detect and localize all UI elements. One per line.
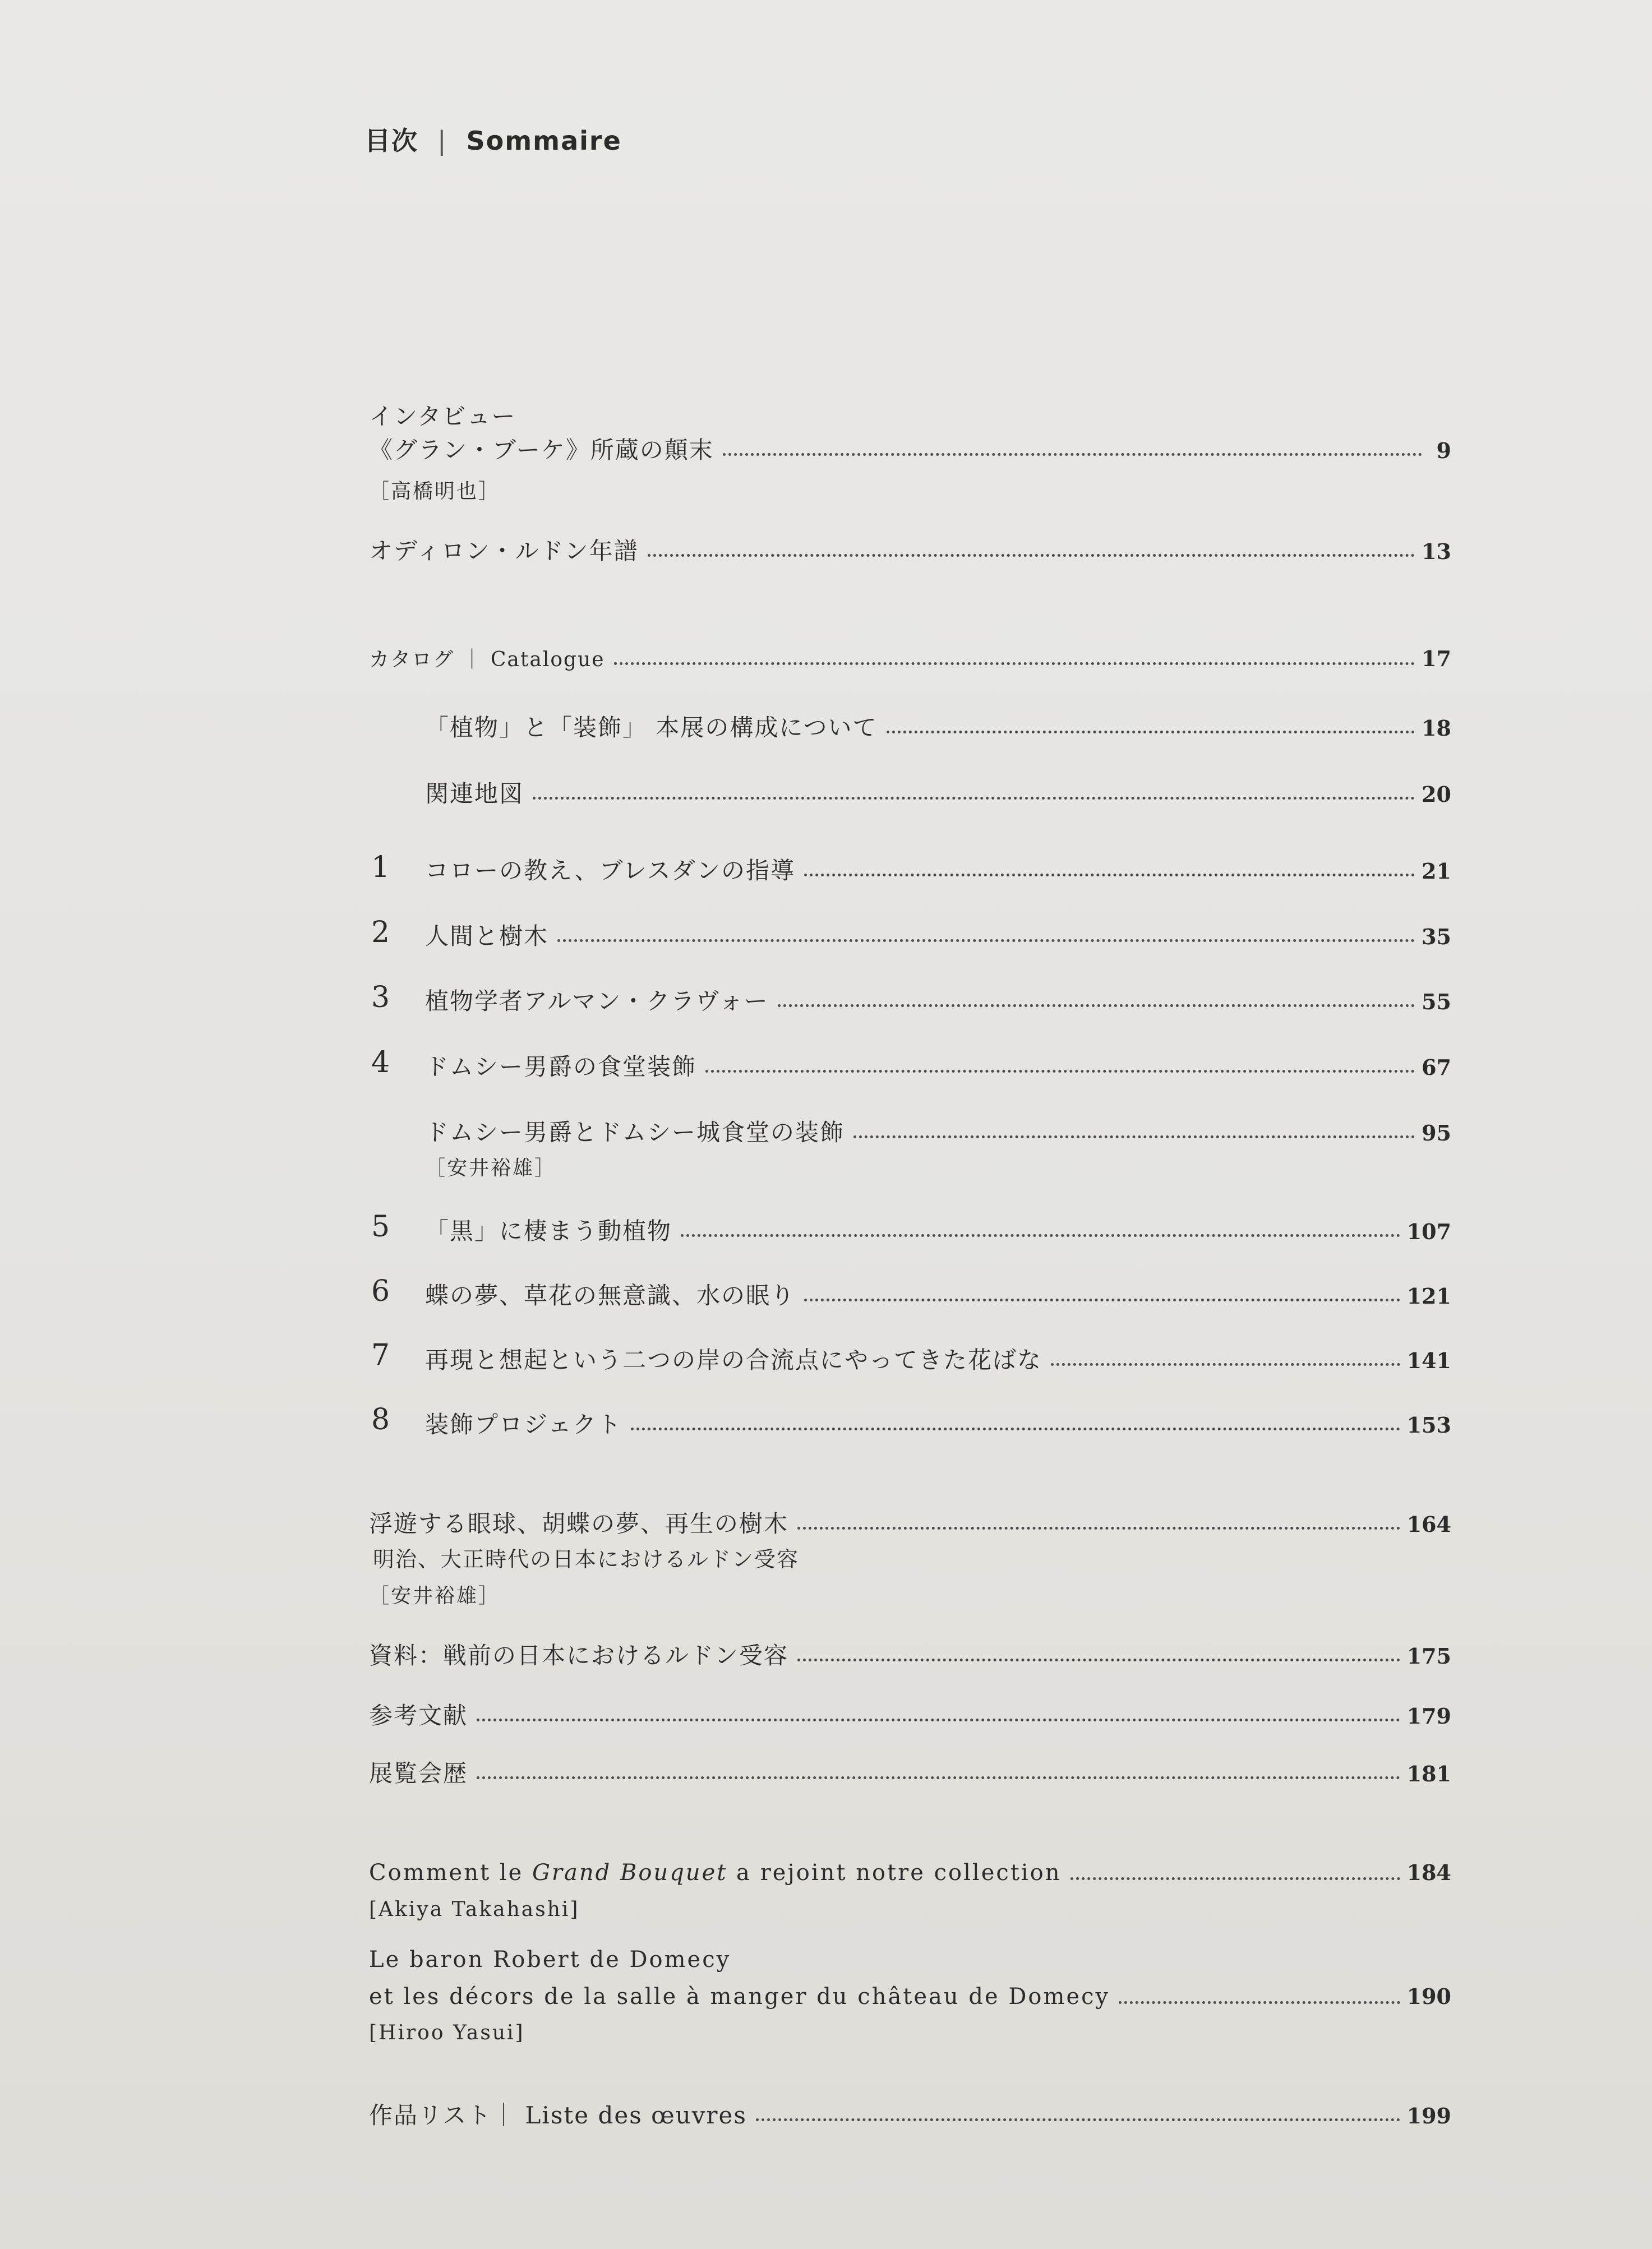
chapter-number: 6 <box>371 1274 390 1308</box>
dot-leader <box>631 1425 1400 1430</box>
chapter-number: 1 <box>371 851 390 884</box>
chapter-number: 8 <box>371 1403 390 1437</box>
dot-leader <box>477 1716 1400 1721</box>
entry-title: 展覧会歴 <box>369 1760 468 1787</box>
toc-entry-essay[interactable] <box>369 1506 1451 1539</box>
page-number: 184 <box>1406 1860 1451 1885</box>
title-part: a rejoint notre collection <box>727 1860 1062 1886</box>
dot-leader <box>778 1002 1415 1007</box>
page-number: 18 <box>1422 715 1451 741</box>
page-number: 181 <box>1406 1761 1451 1786</box>
page-number: 17 <box>1422 646 1451 671</box>
chapter-number: 7 <box>371 1338 390 1372</box>
title-separator: | <box>437 126 447 156</box>
chapter-4-essay-author: ［安井裕雄］ <box>425 1157 557 1180</box>
page-number: 20 <box>1422 782 1451 807</box>
dot-leader <box>1119 1999 1400 2004</box>
toc-entry-chapter-5[interactable] <box>425 1213 1451 1246</box>
dot-leader <box>705 1068 1415 1073</box>
page-number: 121 <box>1406 1283 1451 1309</box>
entry-title: 「植物」と「装飾」 本展の構成について <box>425 714 878 741</box>
entry-title: コローの教え、ブレスダンの指導 <box>425 857 796 884</box>
page-number: 190 <box>1406 1984 1451 2009</box>
dot-leader <box>797 1525 1400 1530</box>
entry-title: 資料：戦前の日本におけるルドン受容 <box>369 1642 789 1669</box>
entry-title: カタログ ｜ Catalogue <box>369 648 605 671</box>
interview-label: インタビュー <box>369 403 516 430</box>
toc-entry-chapter-3[interactable] <box>425 983 1451 1017</box>
toc-entry-chapter-7[interactable] <box>425 1342 1451 1375</box>
french1-author: [Akiya Takahashi] <box>369 1898 580 1921</box>
dot-leader <box>887 728 1415 733</box>
entry-title: 参考文献 <box>369 1702 468 1729</box>
dot-leader <box>804 1296 1400 1301</box>
page-number: 21 <box>1422 858 1451 884</box>
interview-author: ［高橋明也］ <box>369 480 501 503</box>
toc-entry-sources[interactable] <box>369 1637 1451 1671</box>
entry-title: 蝶の夢、草花の無意識、水の眠り <box>425 1282 796 1309</box>
dot-leader <box>477 1774 1400 1779</box>
toc-entry-chapter-4[interactable] <box>425 1049 1451 1082</box>
entry-title: 装飾プロジェクト <box>425 1411 622 1438</box>
chapter-number: 3 <box>371 981 390 1014</box>
page-number: 67 <box>1422 1055 1451 1080</box>
page-number: 55 <box>1422 989 1451 1014</box>
entry-title: ドムシー男爵とドムシー城食堂の装飾 <box>425 1119 845 1146</box>
page-title <box>364 121 622 158</box>
dot-leader <box>797 1656 1400 1661</box>
page-number: 175 <box>1406 1643 1451 1669</box>
entry-title: et les décors de la salle à manger du château de Domecy <box>369 1984 1110 2010</box>
french2-author: [Hiroo Yasui] <box>369 2021 525 2044</box>
entry-title: 「黒」に棲まう動植物 <box>425 1217 672 1245</box>
entry-title: ドムシー男爵の食堂装飾 <box>425 1053 697 1080</box>
page-number: 95 <box>1422 1120 1451 1146</box>
essay-author: ［安井裕雄］ <box>369 1585 501 1608</box>
french2-line1: Le baron Robert de Domecy <box>369 1947 731 1973</box>
dot-leader <box>533 795 1415 800</box>
page-number: 9 <box>1436 438 1451 463</box>
toc-entry-interview[interactable] <box>369 432 1451 465</box>
toc-entry-chapter-8[interactable] <box>425 1406 1451 1440</box>
dot-leader <box>1070 1875 1400 1880</box>
dot-leader <box>853 1133 1415 1138</box>
toc-entry-catalogue[interactable] <box>369 644 1451 672</box>
dot-leader <box>648 552 1415 557</box>
entry-title: オディロン・ルドン年譜 <box>369 537 639 565</box>
chapter-number: 5 <box>371 1210 390 1244</box>
dot-leader <box>723 451 1422 456</box>
page-number: 164 <box>1406 1512 1451 1537</box>
entry-title: 作品リスト｜ Liste des œuvres <box>369 2102 747 2129</box>
dot-leader <box>614 660 1415 665</box>
page-number: 199 <box>1406 2103 1451 2128</box>
page-number: 13 <box>1422 539 1451 564</box>
dot-leader <box>557 937 1415 942</box>
toc-entry-catalogue-intro[interactable] <box>425 709 1451 743</box>
entry-title: 植物学者アルマン・クラヴォー <box>425 987 769 1015</box>
title-italic: Grand Bouquet <box>532 1860 728 1886</box>
toc-entry-chapter-1[interactable] <box>425 852 1451 886</box>
entry-title: 《グラン・ブーケ》所蔵の顛末 <box>369 436 714 464</box>
entry-title: 人間と樹木 <box>425 922 549 950</box>
toc-entry-exhibitions[interactable] <box>369 1755 1451 1789</box>
entry-title <box>369 1860 1062 1886</box>
page-number: 107 <box>1406 1219 1451 1244</box>
toc-entry-map[interactable] <box>425 775 1451 809</box>
entry-title: 再現と想起という二つの岸の合流点にやってきた花ばな <box>425 1346 1042 1374</box>
essay-subtitle: 明治、大正時代の日本におけるルドン受容 <box>373 1547 800 1572</box>
title-jp: 目次 <box>364 126 418 156</box>
toc-entry-domecy[interactable] <box>369 1984 1451 2010</box>
entry-title: 関連地図 <box>425 780 524 807</box>
dot-leader <box>804 871 1415 876</box>
page-number: 179 <box>1406 1703 1451 1729</box>
toc-entry-grand-bouquet[interactable] <box>369 1860 1451 1886</box>
dot-leader <box>681 1232 1400 1237</box>
dot-leader <box>756 2116 1400 2121</box>
toc-entry-works-list[interactable] <box>369 2097 1451 2131</box>
toc-entry-chapter-2[interactable] <box>425 918 1451 952</box>
page-number: 153 <box>1406 1412 1451 1438</box>
toc-entry-chronology[interactable] <box>369 533 1451 566</box>
page-number: 141 <box>1406 1348 1451 1373</box>
page-number: 35 <box>1422 924 1451 949</box>
toc-entry-chapter-4-essay[interactable] <box>425 1114 1451 1148</box>
dot-leader <box>1051 1361 1400 1366</box>
chapter-number: 2 <box>371 916 390 949</box>
toc-entry-chapter-6[interactable] <box>425 1277 1451 1311</box>
chapter-number: 4 <box>371 1046 390 1079</box>
toc-entry-bibliography[interactable] <box>369 1697 1451 1731</box>
title-part: Comment le <box>369 1860 532 1886</box>
entry-title: 浮遊する眼球、胡蝶の夢、再生の樹木 <box>369 1510 789 1537</box>
title-fr: Sommaire <box>466 126 622 156</box>
